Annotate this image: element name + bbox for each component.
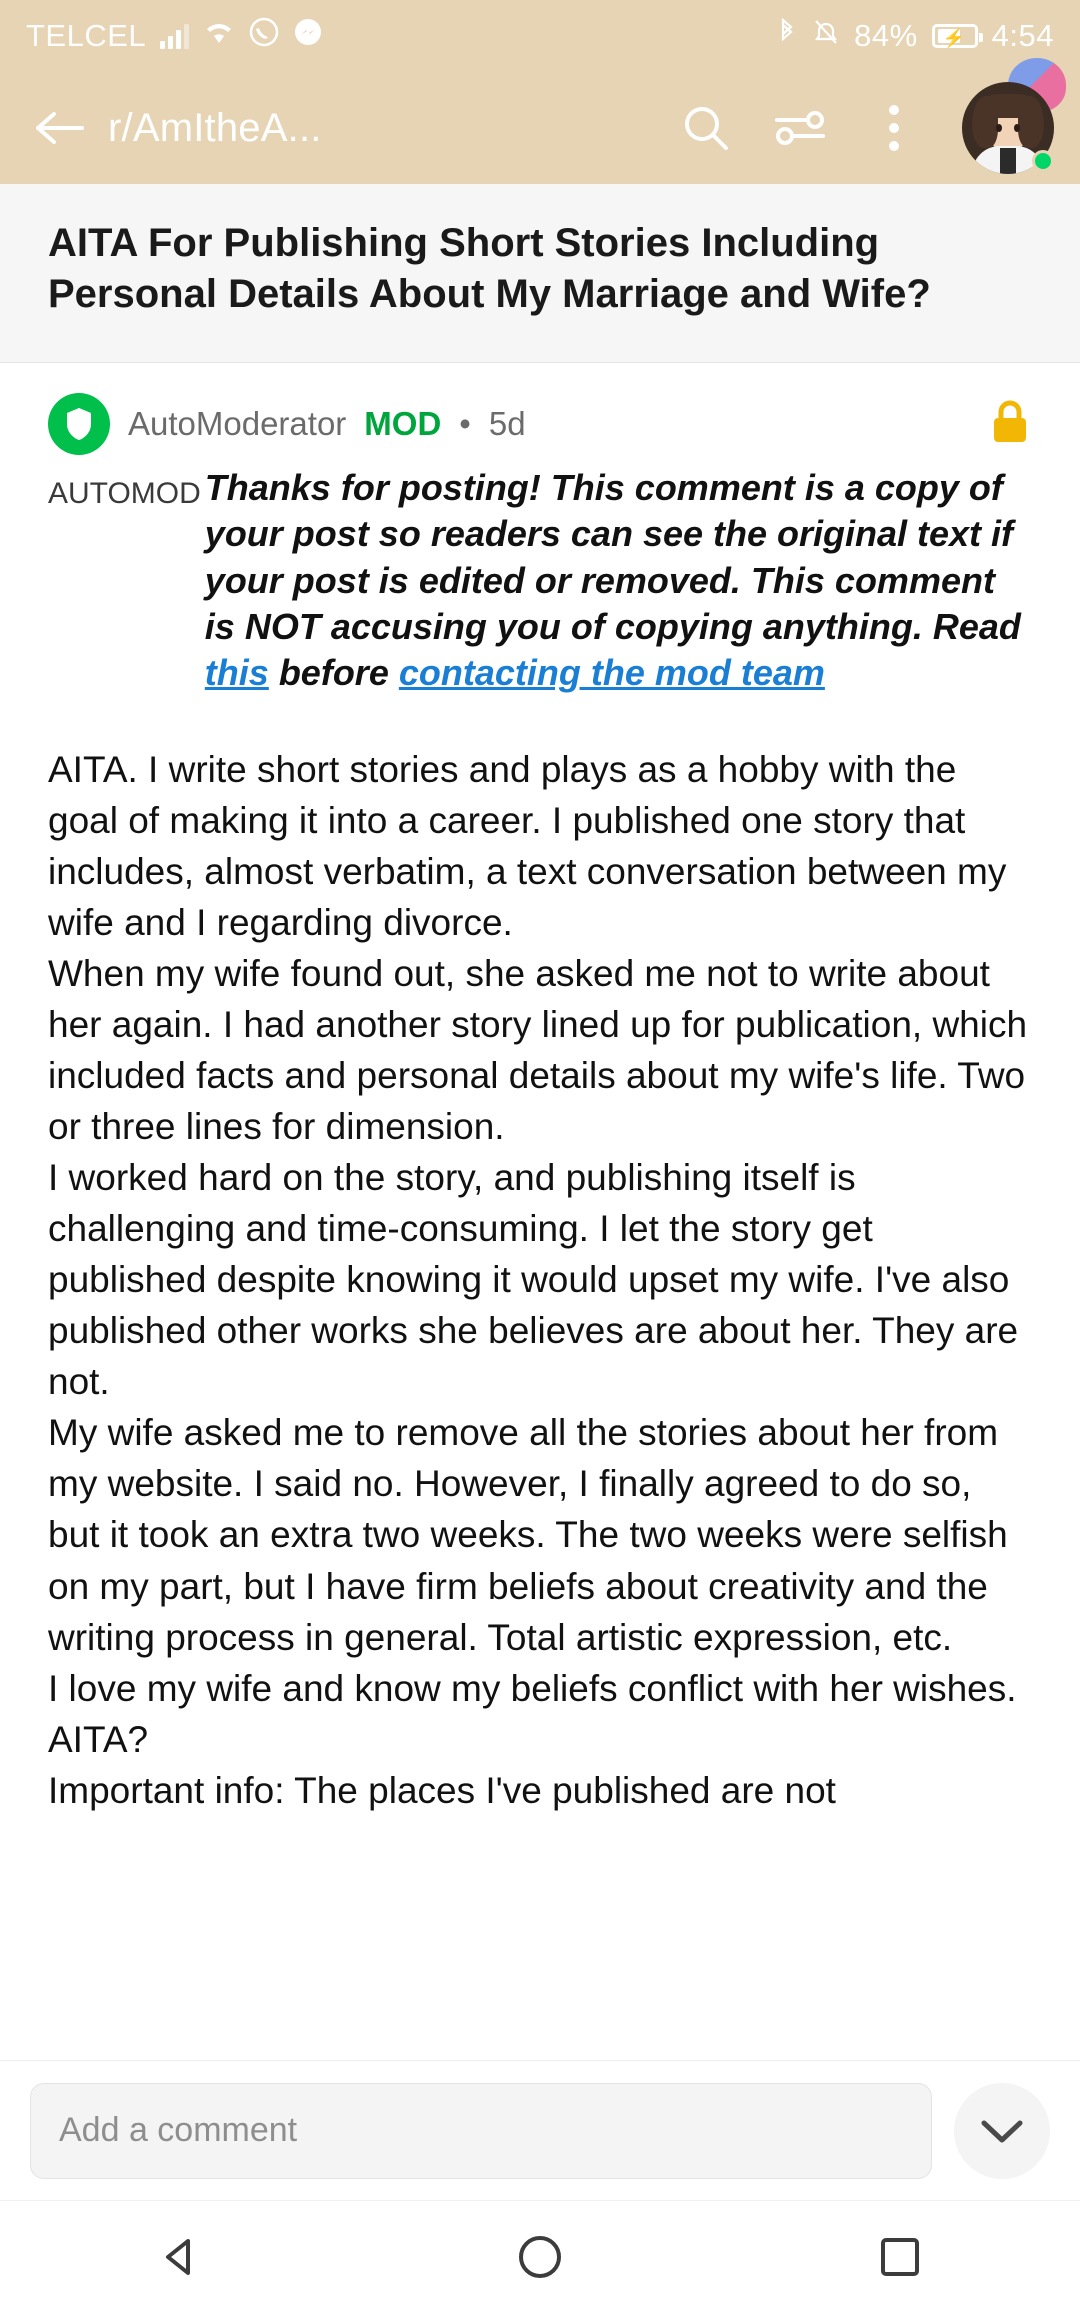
battery-percent-label: 84% [854, 18, 918, 53]
mute-icon [812, 17, 840, 55]
post-paragraph: I love my wife and know my beliefs conflict with her wishes. AITA? [48, 1667, 1017, 1760]
post-paragraph: My wife asked me to remove all the stories about her from my website. I said no. However, I finally agreed to do so, but it took an extra two weeks. The two weeks were selfish on my part, but I have firm beliefs about creativity and the writing process in general. Total artistic expression, etc. [48, 1412, 1008, 1658]
lock-icon [988, 398, 1032, 451]
online-status-dot [1032, 150, 1054, 172]
status-bar [0, 0, 1080, 72]
comment-input[interactable] [30, 2083, 932, 2179]
separator-dot: • [459, 405, 471, 443]
whatsapp-icon [249, 17, 279, 55]
nav-home-icon[interactable] [480, 2201, 600, 2312]
chevron-down-icon[interactable] [954, 2083, 1050, 2179]
comment-author[interactable]: AutoModerator [128, 405, 347, 443]
post-body [48, 744, 1032, 1816]
automod-text [205, 465, 1032, 695]
comment-bar [0, 2060, 1080, 2200]
messenger-icon [293, 17, 323, 55]
mod-badge: MOD [364, 405, 442, 443]
sort-options-icon[interactable] [768, 96, 832, 160]
nav-recents-icon[interactable] [840, 2201, 960, 2312]
post-paragraph: I worked hard on the story, and publishing itself is challenging and time-consuming. I let the story get published despite knowing it would upset my wife. I've also published other works she believes are about her. They are not. [48, 1157, 1019, 1403]
status-bar-left [26, 17, 323, 55]
comment-thread[interactable] [0, 363, 1080, 2312]
subreddit-title[interactable]: r/AmItheA... [108, 105, 322, 150]
bluetooth-icon [776, 17, 798, 55]
automod-comment [48, 465, 1032, 695]
wifi-icon [203, 19, 235, 53]
avatar[interactable] [962, 82, 1054, 174]
app-header [0, 72, 1080, 184]
status-bar-right [776, 17, 1054, 55]
battery-icon: ⚡ [932, 24, 978, 48]
automod-link-this[interactable]: this [204, 651, 269, 693]
automod-link-mod-team[interactable]: contacting the mod team [398, 651, 825, 693]
page-title: AITA For Publishing Short Stories Including Personal Details About My Marriage and Wife? [48, 221, 931, 317]
header-actions [674, 82, 1054, 174]
comment-age: 5d [488, 405, 526, 443]
moderator-shield-icon [48, 393, 110, 455]
post-title-block [0, 184, 1080, 363]
clock-label: 4:54 [991, 18, 1054, 53]
automod-badge: AUTOMOD [48, 477, 201, 511]
system-nav-bar [0, 2200, 1080, 2312]
post-paragraph: Important info: The places I've published are not [48, 1769, 836, 1811]
automod-text-part1: Thanks for posting! This comment is a copy of your post so readers can see the original text if your post is edited or removed. This comment is NOT accusing you of copying anything. Read [204, 467, 1021, 647]
comment-header [48, 393, 1032, 455]
post-paragraph: AITA. I write short stories and plays as a hobby with the goal of making it into a career. I published one story that includes, almost verbatim, a text conversation between my wife and I regarding divorce. [48, 748, 1007, 943]
carrier-label: TELCEL [26, 18, 147, 53]
more-vertical-icon[interactable] [862, 96, 926, 160]
search-icon[interactable] [674, 96, 738, 160]
back-arrow-icon[interactable] [26, 95, 92, 161]
automod-text-part2: before [268, 651, 399, 693]
post-paragraph: When my wife found out, she asked me not to write about her again. I had another story lined up for publication, which included facts and personal details about my wife's life. Two or three lines for dimension. [48, 952, 1028, 1148]
signal-icon [160, 23, 189, 49]
nav-back-icon[interactable] [120, 2201, 240, 2312]
